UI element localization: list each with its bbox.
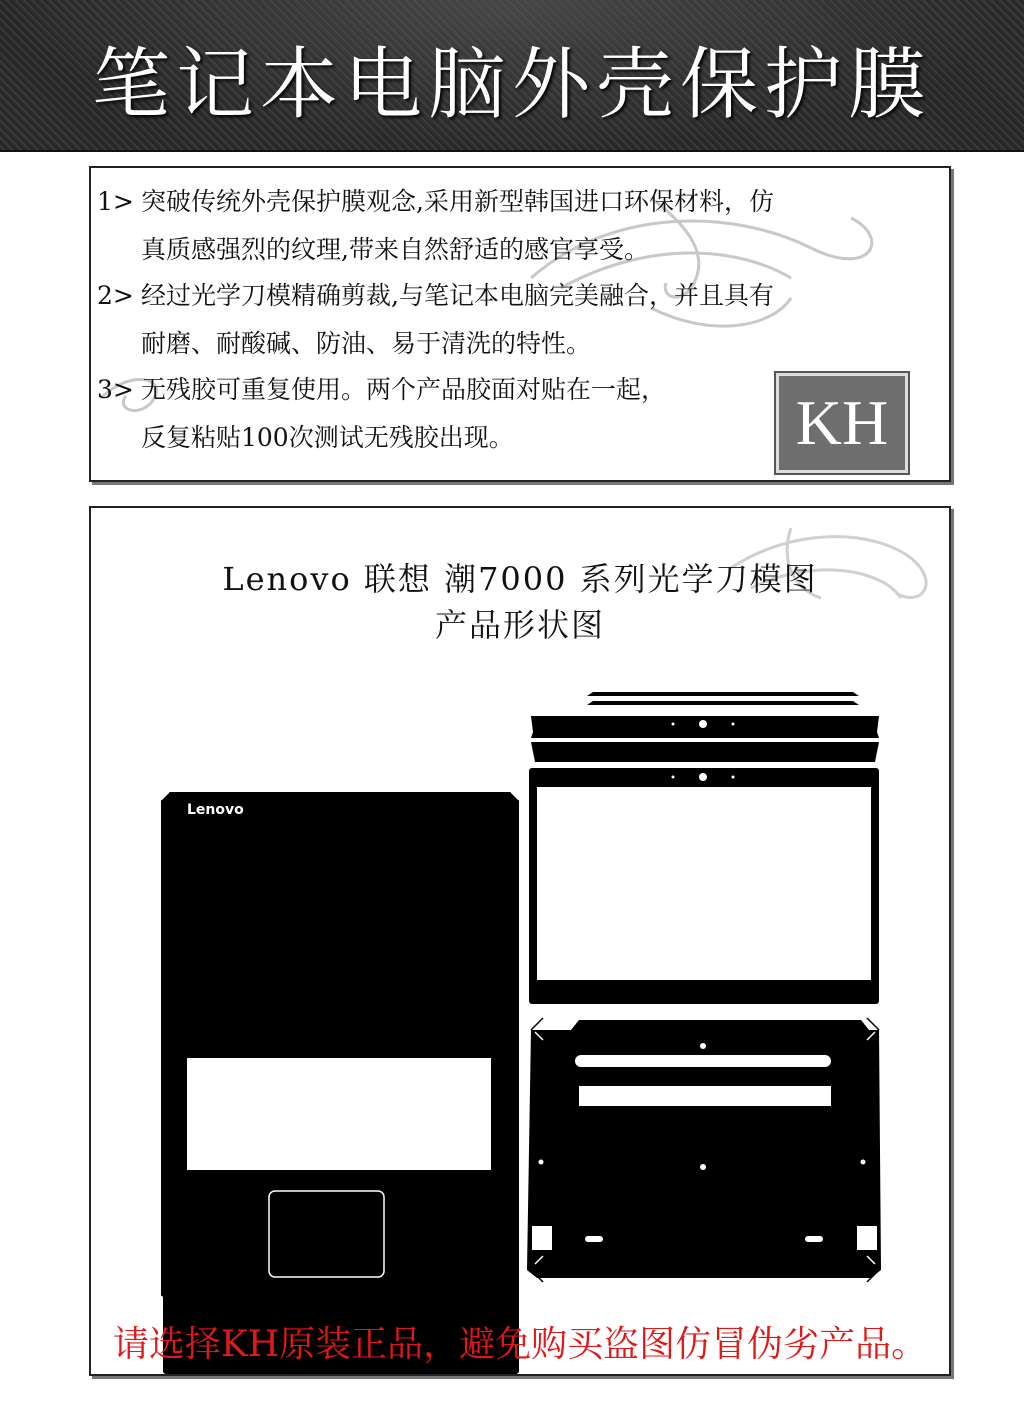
product-shape-box <box>89 506 951 1376</box>
bezel-camera-strip <box>531 716 879 762</box>
banner <box>0 0 1024 152</box>
feature-text: 反复粘贴100次测试无残胶出现。 <box>141 423 514 452</box>
feature-text: 无残胶可重复使用。两个产品胶面对贴在一起， <box>141 375 667 404</box>
banner-title: 笔记本电脑外壳保护膜 <box>91 40 932 130</box>
feature-text: 耐磨、耐酸碱、防油、易于清洗的特性。 <box>141 329 592 358</box>
diagram-title: Lenovo 联想 潮7000 系列光学刀模图 <box>222 560 818 598</box>
die-cut-diagram <box>91 508 949 1374</box>
feature-1 <box>97 178 774 274</box>
feature-text: 真质感强烈的纹理,带来自然舒适的感官享受。 <box>141 235 649 264</box>
authenticity-warning: 请选择KH原装正品，避免购买盗图仿冒伪劣产品。 <box>112 1324 928 1365</box>
feature-number: 1> <box>97 187 134 216</box>
bottom-skin <box>527 1018 881 1282</box>
hinge-strips <box>587 692 859 705</box>
feature-text: 突破传统外壳保护膜观念,采用新型韩国进口环保材料，仿 <box>141 187 774 216</box>
feature-text: 经过光学刀模精确剪裁,与笔记本电脑完美融合，并且具有 <box>141 281 774 310</box>
kh-badge: KH <box>776 373 908 473</box>
feature-number: 3> <box>97 375 134 404</box>
feature-2 <box>97 272 774 368</box>
features-box <box>89 166 951 482</box>
feature-number: 2> <box>97 281 134 310</box>
diagram-subtitle: 产品形状图 <box>434 606 605 644</box>
bezel-skin <box>529 768 879 1004</box>
lid-logo: Lenovo <box>187 802 244 818</box>
feature-3 <box>97 366 666 462</box>
